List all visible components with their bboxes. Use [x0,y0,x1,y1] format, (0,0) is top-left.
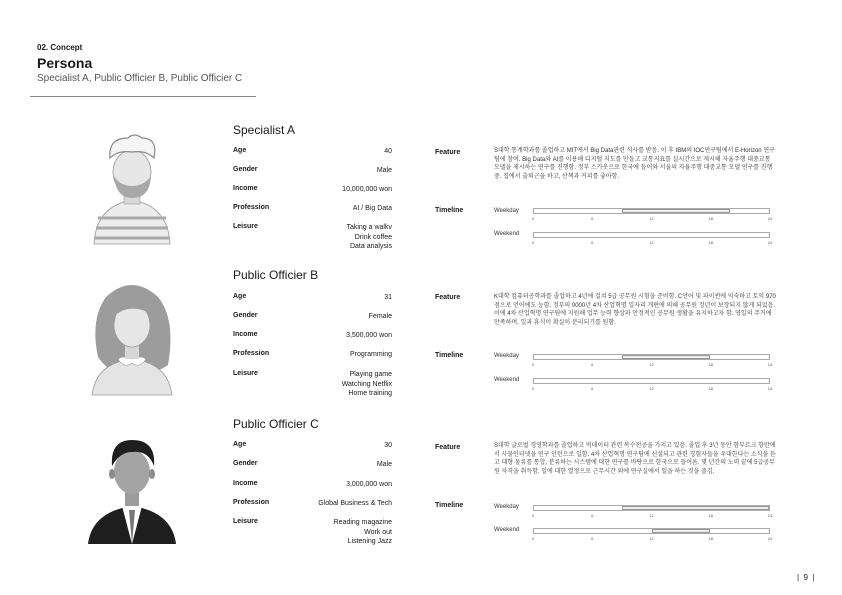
income-label: Income [233,480,258,487]
hour-tick-label: 12 [649,386,654,391]
persona-card-public-officier-b [0,267,842,417]
weekend-timeline-ticks [531,386,773,392]
header-divider [30,96,256,97]
hour-tick-label: 6 [591,216,594,221]
gender-value: Male [376,167,392,174]
age-value: 31 [384,294,392,301]
hour-tick-label: 18 [708,216,713,221]
hour-tick-label: 0 [531,216,535,221]
hour-tick-label: 12 [649,536,654,541]
persona-card-public-officier-c [0,416,842,566]
female-avatar-icon [84,279,180,397]
hour-tick-label: 12 [649,513,654,518]
persona-name: Public Officier C [233,417,319,431]
timeline-label: Timeline [435,207,464,214]
weekday-timeline-bar [533,208,770,214]
weekday-active-hours-fill [622,355,710,359]
persona-name: Specialist A [233,123,296,137]
male-suit-avatar-icon [84,428,180,546]
hour-tick-label: 24 [767,362,773,367]
feature-label: Feature [435,444,461,451]
section-number: 02. Concept [37,43,83,52]
hour-tick-label: 0 [531,386,535,391]
leisure-label: Leisure [233,223,258,230]
age-value: 30 [384,442,392,449]
profession-label: Profession [233,499,270,506]
hour-tick-label: 0 [531,536,535,541]
age-label: Age [233,441,247,448]
hour-tick-label: 24 [767,240,773,245]
weekday-timeline-bar [533,354,770,360]
weekend-label: Weekend [494,527,520,533]
hour-tick-label: 24 [767,386,773,391]
weekend-timeline-bar [533,232,770,238]
hour-tick-label: 18 [708,513,713,518]
weekend-timeline-bar [533,528,770,534]
gender-label: Gender [233,166,258,173]
gender-value: Male [376,461,392,468]
hour-tick-label: 24 [767,513,773,518]
hour-tick-label: 18 [708,536,713,541]
gender-label: Gender [233,312,258,319]
age-label: Age [233,147,247,154]
hour-tick-label: 24 [767,216,773,221]
page-subtitle: Specialist A, Public Officier B, Public Officier C [37,73,243,84]
leisure-label: Leisure [233,518,258,525]
feature-text: S대학 글로벌 경영학과를 졸업하고 빅데이터 관련 복수전공을 가지고 있음. 졸업 후 3년 동안 함부르크 항만에서 사물인터넷을 연구 인턴으로 일함. 4차 산업혁명 연구팀에 신설되고 관련 경험자들을 우대한다는 소식을 듣고 대형 물류를 통합, 분류하는 시스템에 대한 연구를 바탕으로 한국으로 들어옴. 몇 년간의 노력 끝에 5급공무원 자격을 취득함. 일에 대한 열정으로 근무시간 외에 연구실에서 일을 하는 것을 즐김. [494,443,776,475]
timeline-label: Timeline [435,502,464,509]
weekday-timeline-ticks [531,362,773,368]
feature-text: S대학 통계학과를 졸업하고 MIT에서 Big Data관련 석사를 받음. 이 후 IBM의 IOC연구팀에서 E-Horizon 연구팀에 참여. Big Data와 AI를 이용해 디지털 지도를 만들고 교통지표를 실시간으로 제시해 자율주행 대중교통 모델을 제시하는 연구를 진행함. 정부 스카웃으로 한국에 들어와 서울의 자율주행 대중교통 모델 연구를 진행 중. 집에서 출퇴근을 하고, 산책과 커피를 좋아함. [494,148,775,180]
feature-label: Feature [435,294,461,301]
leisure-value: Playing game Watching Netflix Home training [341,371,392,397]
page-title: Persona [37,55,93,71]
feature-label: Feature [435,149,461,156]
hour-tick-label: 12 [649,240,654,245]
hour-tick-label: 6 [591,536,594,541]
weekday-active-hours-fill [622,506,769,510]
hour-tick-label: 0 [531,240,535,245]
income-label: Income [233,185,258,192]
hour-tick-label: 0 [531,362,535,367]
leisure-label: Leisure [233,370,258,377]
profession-value: AI / Big Data [352,205,392,212]
page-number: | 9 | [797,573,815,582]
hour-tick-label: 6 [591,362,594,367]
profession-label: Profession [233,350,270,357]
persona-name: Public Officier B [233,268,319,282]
weekend-timeline-ticks [531,240,773,246]
leisure-value: Taking a walkv Drink coffee Data analysis [346,224,392,250]
weekend-timeline-ticks [531,536,773,542]
weekday-label: Weekday [494,504,519,510]
timeline-label: Timeline [435,352,464,359]
leisure-value: Reading magazine Work out Listening Jazz [333,519,392,545]
income-value: 10,000,000 won [342,186,392,193]
profession-value: Global Business & Tech [318,500,392,507]
profession-value: Programming [349,351,392,358]
hour-tick-label: 6 [591,513,594,518]
gender-label: Gender [233,460,258,467]
hour-tick-label: 18 [708,386,713,391]
hour-tick-label: 0 [531,513,535,518]
weekday-timeline-bar [533,505,770,511]
weekend-active-hours-fill [652,529,711,533]
income-label: Income [233,331,258,338]
weekday-label: Weekday [494,208,519,214]
income-value: 3,500,000 won [346,332,392,339]
profession-label: Profession [233,204,270,211]
weekend-label: Weekend [494,231,520,237]
feature-text: K대학 컴퓨터공학과를 졸업하고 4년에 걸쳐 5급 공무원 시험을 준비함. C언어 및 파이썬에 익숙하고 토익 970점으로 언어에도 능함. 정부의 0000년 4차 산업혁명 일자리 개편에 의해 공무원 정년이 보장되지 않게 되었음. 이에 4차 산업혁명 연구팀에 지원해 업무 능력 향상과 안정적인 공무원 생활을 유지하고자 함. 영일의 주거에 만족하며, 일과 휴식이 확실히 분리되기를 원함. [494,294,776,326]
weekend-timeline-bar [533,378,770,384]
hour-tick-label: 12 [649,216,654,221]
hour-tick-label: 18 [708,362,713,367]
page-number-value: 9 [803,573,808,582]
weekday-timeline-ticks [531,216,773,222]
age-label: Age [233,293,247,300]
weekday-active-hours-fill [622,209,730,213]
hour-tick-label: 12 [649,362,654,367]
hour-tick-label: 6 [591,240,594,245]
gender-value: Female [368,313,392,320]
male-bearded-avatar-icon [84,128,180,246]
weekday-label: Weekday [494,353,519,359]
weekend-label: Weekend [494,377,520,383]
weekday-timeline-ticks [531,513,773,519]
hour-tick-label: 18 [708,240,713,245]
persona-card-specialist-a [0,122,842,272]
age-value: 40 [384,148,392,155]
hour-tick-label: 24 [767,536,773,541]
income-value: 3,000,000 won [346,481,392,488]
hour-tick-label: 6 [591,386,594,391]
